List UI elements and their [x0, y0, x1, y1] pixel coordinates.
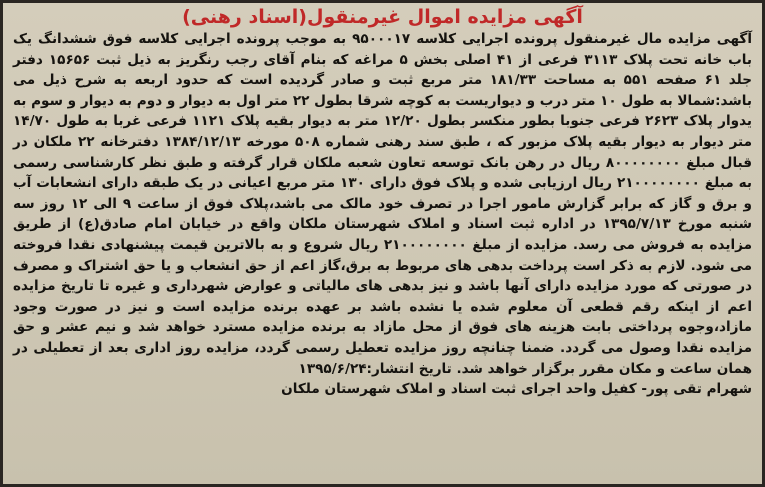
notice-body-text: آگهی مزایده مال غیرمنقول پرونده اجرایی کلاسه ۹۵۰۰۰۱۷ به موجب پرونده اجرایی کلاسه فوق ششدانگ یک باب خانه تحت پلاک ۳۱۱۳ فرعی از ۴۱ اصلی بخش ۵ مراغه که بنام آقای رجب رنگریز به ذیل ثبت ۱۵۶۵۶ دفتر جلد ۶۱ صفحه ۵۵۱ به مساحت ۱۸۱/۳۳ متر مربع ثبت و صادر گردیده است که حدود اربعه به شرح ذیل می باشد:شمالا به طول ۱۰ متر درب و دیواریست به کوچه شرقا بطول ۲۲ متر اول به دیوار و دوم به دیوار و سوم به یدوار پلاک ۲۶۲۳ فرعی جنوبا بطور منکسر بطول ۱۲/۲۰ متر به دیوار بقیه پلاک ۱۱۲۱ فرعی غربا به طول ۱۴/۷۰ متر دیوار به دیوار بقیه پلاک مزبور که ، طبق سند رهنی شماره ۵۰۸ مورخه ۱۳۸۴/۱۲/۱۳ دفترخانه ۲۲ ملکان در قبال مبلغ ۸۰۰۰۰۰۰۰۰ ریال در رهن بانک توسعه تعاون شعبه ملکان قرار گرفته و طبق نظر کارشناسی رسمی به مبلغ ۲۱۰۰۰۰۰۰۰۰ ریال ارزیابی شده و پلاک فوق دارای ۱۳۰ متر مربع اعیانی در یک طبقه دارای انشعابات آب و برق و گاز که برابر گزارش مامور اجرا در تصرف خود مالک می باشد،پلاک فوق از ساعت ۹ الی ۱۲ روز سه شنبه مورخ ۱۳۹۵/۷/۱۳ در اداره ثبت اسناد و املاک شهرستان ملکان واقع در خیابان امام صادق(ع) از طریق مزایده به فروش می رسد. مزایده از مبلغ ۲۱۰۰۰۰۰۰۰۰ ریال شروع و به بالاترین قیمت پیشنهادی نقدا فروخته می شود. لازم به ذکر است پرداخت بدهی های مربوط به برق،گاز اعم از حق انشعاب و یا حق اشتراک و مصرف در صورتی که مورد مزایده دارای آنها باشد و نیز بدهی های مالیاتی و عوارض شهرداری و غیره تا تاریخ مزایده اعم از اینکه رقم قطعی آن معلوم شده یا نشده باشد بر عهده برنده مزایده است و نیز در صورت وجود مازاد،وجوه پرداختی بابت هزینه های فوق از محل مازاد به برنده مزایده مسترد خواهد شد و نیم عشر و حق مزایده نقدا وصول می گردد. ضمنا چنانچه روز مزایده تعطیل رسمی گردد، مزایده روز اداری بعد از تعطیلی در همان ساعت و مکان مقرر برگزار خواهد شد. تاریخ انتشار:۱۳۹۵/۶/۲۴ — [13, 31, 753, 377]
notice-body — [3, 29, 762, 379]
notice-title: آگهی مزایده اموال غیرمنقول(اسناد رهنی) — [182, 6, 583, 28]
notice-signature: شهرام تقی پور- کفیل واحد اجرای ثبت اسناد و املاک شهرستان ملکان — [281, 381, 752, 398]
